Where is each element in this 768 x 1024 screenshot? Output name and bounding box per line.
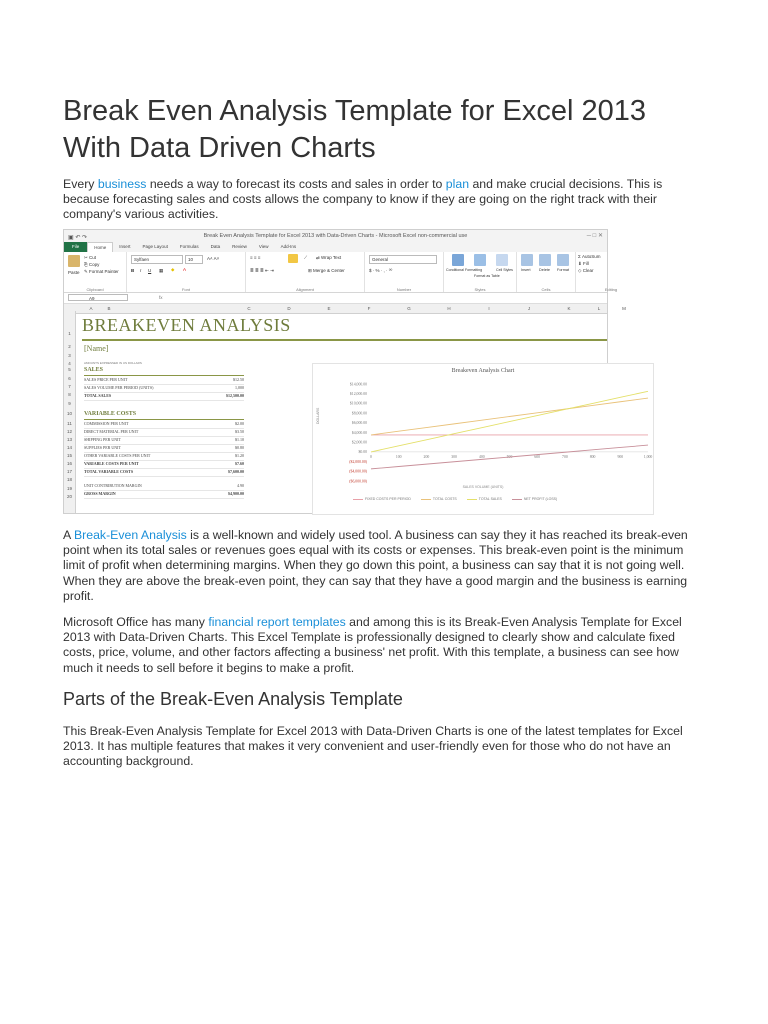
sheet-row (84, 468, 244, 477)
paste-button: Paste (68, 270, 80, 275)
sheet-row (84, 490, 244, 499)
sheet-row-label: TOTAL SALES (84, 393, 112, 398)
format-painter-button: ✎ Format Painter (84, 269, 119, 274)
format-button: Format (557, 268, 570, 272)
font-label: Font (181, 287, 190, 292)
format-table-icon (474, 254, 486, 266)
bold-icon: B (131, 268, 135, 273)
alignment-group (246, 252, 365, 292)
sheet-row-label: SALES VOLUME PER PERIOD (UNITS) (84, 385, 154, 390)
column-header: C (247, 306, 251, 311)
intro-text-1: Every (63, 177, 98, 191)
y-tick-label: $4,000.00 (351, 430, 367, 435)
legend-item (512, 497, 557, 501)
legend-item (467, 497, 502, 501)
sheet-name-field: [Name] (84, 344, 109, 353)
para2-text-2: is a well-known and widely used tool. A business can say they it has reached its break-even point when its total sales or revenues goes equal with its costs or expenses. This break-even point is the minimum limit of profit when determining margins. When they go down this point, a business can say that it is not going well. When they are above the break-even point, they can say that they have a good margin and the business is earning profit. (63, 528, 688, 603)
column-header: G (407, 306, 411, 311)
format-as-table-button: Format as Table (474, 274, 500, 278)
font-group (127, 252, 246, 292)
legend-label: NET PROFIT (LOSS) (523, 497, 558, 501)
microsoft-office-paragraph (63, 615, 708, 676)
insert-button: Insert (521, 268, 531, 272)
row-header: 15 (66, 453, 72, 458)
delete-button: Delete (539, 268, 550, 272)
ribbon-tab-view: View (258, 244, 269, 249)
row-header: 2 (68, 344, 71, 349)
x-tick-label: 800 (589, 454, 596, 459)
sheet-row-label: UNIT CONTRIBUTION MARGIN (84, 483, 142, 488)
column-header: B (107, 306, 111, 311)
ribbon-tab-add-ins: Add-Ins (280, 244, 297, 249)
styles-label: Styles (474, 287, 486, 292)
ribbon-tab-home: Home (87, 242, 113, 252)
x-tick-label: 0 (370, 454, 372, 459)
y-tick-label: $10,000.00 (349, 401, 367, 406)
ribbon (64, 252, 618, 293)
series-line-total-sales (371, 391, 648, 452)
y-tick-label: $8,000.00 (351, 411, 367, 416)
para2-text-1: A (63, 528, 74, 542)
quick-access-icon: ▣ ↶ ↷ (68, 235, 88, 241)
format-cells-icon (557, 254, 569, 266)
editing-group (576, 252, 646, 292)
variable-costs-header: VARIABLE COSTS (84, 411, 137, 417)
cells-label: Cells (541, 287, 551, 292)
fill-color-icon: ◆ (171, 267, 175, 272)
sheet-row-value: $3.50 (235, 429, 244, 434)
conditional-formatting-button: Conditional Formatting (446, 268, 483, 272)
y-tick-label: $2,000.00 (351, 440, 367, 445)
autosum-button: Σ AutoSum (578, 254, 601, 259)
column-header: E (327, 306, 331, 311)
series-line-total-costs (371, 398, 648, 435)
sales-header: SALES (84, 367, 104, 373)
excel-screenshot (63, 229, 653, 514)
x-tick-label: 500 (506, 454, 513, 459)
sheet-row-value: 4.90 (237, 483, 244, 488)
row-header: 7 (68, 384, 71, 389)
row-header: 14 (66, 445, 72, 450)
intro-paragraph (63, 177, 708, 223)
cells-group (517, 252, 576, 292)
font-size-box: 10 (185, 255, 203, 264)
clipboard-group (64, 252, 127, 292)
border-icon: ▦ (159, 268, 164, 273)
chart-legend (353, 497, 557, 501)
legend-label: FIXED COSTS PER PERIOD (365, 497, 411, 501)
row-header: 16 (66, 461, 72, 466)
parts-paragraph: This Break-Even Analysis Template for Excel 2013 with Data-Driven Charts is one of the latest templates for Excel 2013. It has multiple features that makes it very convenient and user-friendly even for those who do not have an accounting background. (63, 724, 683, 769)
sheet-row-label: SUPPLIES PER UNIT (84, 445, 121, 450)
ribbon-tab-insert: Insert (119, 244, 131, 249)
row-header: 10 (66, 411, 72, 416)
legend-item (353, 497, 411, 501)
fill-button: ⬇ Fill (578, 261, 589, 266)
row-header: 11 (67, 421, 72, 426)
worksheet (76, 311, 653, 513)
x-tick-label: 700 (562, 454, 568, 459)
y-tick-label: $14,000.00 (349, 382, 367, 387)
row-header: 1 (68, 331, 71, 336)
sheet-row-label: OTHER VARIABLE COSTS PER UNIT (84, 453, 151, 458)
sheet-row-value: $4,900.00 (228, 491, 244, 496)
italic-icon: I (140, 268, 142, 273)
sheet-row-label: SHIPPING PER UNIT (84, 437, 121, 442)
excel-title-bar (64, 230, 607, 242)
styles-group (444, 252, 517, 292)
column-header: D (287, 306, 291, 311)
cell-styles-button: Cell Styles (496, 268, 513, 272)
article-title: Break Even Analysis Template for Excel 2013 With Data Driven Charts (63, 95, 647, 164)
plan-link[interactable]: plan (445, 177, 470, 191)
legend-swatch (467, 499, 477, 500)
sheet-row-value: $1.20 (235, 453, 244, 458)
legend-label: TOTAL COSTS (432, 497, 457, 501)
column-header: I (488, 306, 490, 311)
font-name-box: Sylfaen (131, 255, 183, 264)
business-link[interactable]: business (97, 177, 147, 191)
series-line-net-profit-loss- (371, 445, 648, 469)
column-header: A (89, 306, 93, 311)
alignment-label: Alignment (296, 287, 314, 292)
chart-ylabel: DOLLARS (316, 407, 320, 424)
row-header: 18 (66, 477, 72, 482)
number-format-box: General (369, 255, 437, 264)
y-tick-label: ($4,000.00) (349, 469, 367, 474)
intro-text-3: and make crucial decisions. This is because forecasting sales and costs allows the company to know if they are going on the right track with their company's various activities. (63, 177, 663, 222)
align-left-icon: ≣ ≣ ≣ ⇤ ⇥ (250, 268, 274, 273)
x-tick-label: 600 (534, 454, 541, 459)
column-header: M (622, 306, 626, 311)
clipboard-label: Clipboard (86, 287, 104, 292)
title-rule (82, 339, 607, 341)
font-grow-icon: A˄ A˅ (207, 256, 220, 261)
x-tick-label: 100 (395, 454, 402, 459)
legend-swatch (421, 499, 431, 500)
sheet-row (84, 392, 244, 401)
sheet-row-value: $2.00 (235, 421, 244, 426)
sheet-title: BREAKEVEN ANALYSIS (82, 315, 291, 335)
para3-text-1: Microsoft Office has many (63, 615, 209, 629)
column-header: H (447, 306, 451, 311)
paste-icon (68, 255, 80, 267)
x-tick-label: 900 (617, 454, 624, 459)
break-even-analysis-link[interactable]: Break-Even Analysis (73, 528, 187, 542)
ribbon-tab-review: Review (232, 244, 247, 249)
ribbon-tab-page-layout: Page Layout (142, 244, 168, 249)
sheet-row-label: GROSS MARGIN (84, 491, 116, 496)
highlight-icon (288, 254, 298, 263)
y-tick-label: $12,000.00 (349, 392, 367, 396)
column-header: L (597, 306, 601, 311)
font-color-icon: A (183, 267, 187, 272)
row-header: 4 (68, 361, 71, 366)
row-header: 6 (68, 376, 71, 381)
row-header: 9 (68, 401, 71, 406)
name-box: A9 (68, 294, 128, 301)
parts-heading: Parts of the Break-Even Analysis Template (63, 689, 403, 709)
x-tick-label: 400 (478, 454, 485, 459)
y-tick-label: ($6,000.00) (349, 479, 367, 484)
sheet-row-value: $0.80 (235, 445, 244, 450)
fx-icon: fx (159, 295, 163, 300)
window-controls-icon: ─ □ ✕ (586, 233, 603, 239)
amounts-note: AMOUNTS EXPRESSED IN US DOLLARS (84, 361, 142, 365)
sheet-row-label: SALES PRICE PER UNIT (84, 377, 128, 382)
row-header: 12 (66, 429, 72, 434)
row-header: 13 (66, 437, 72, 442)
column-header: J (527, 306, 531, 311)
sheet-row-value: $7.60 (235, 461, 244, 466)
formula-bar (64, 293, 607, 304)
chart-xlabel: SALES VOLUME (UNITS) (462, 485, 504, 489)
wrap-text-button: ⇌ Wrap Text (316, 255, 342, 260)
y-tick-label: $0.00 (358, 450, 367, 455)
legend-item (421, 497, 457, 501)
legend-swatch (512, 499, 522, 500)
clear-button: ◇ Clear (578, 268, 594, 273)
sheet-row-label: COMMISSION PER UNIT (84, 421, 129, 426)
number-label: Number (396, 287, 412, 292)
sheet-row-value: $12,500.00 (226, 393, 244, 398)
cell-styles-icon (496, 254, 508, 266)
align-top-icon: ≡ ≡ ≡ (250, 255, 261, 260)
break-even-paragraph (63, 528, 708, 604)
row-headers (64, 311, 76, 513)
x-tick-label: 1,000 (643, 454, 653, 459)
row-header: 8 (68, 392, 71, 397)
sheet-row-value: $7,600.00 (228, 469, 244, 474)
editing-label: Editing (604, 287, 618, 292)
underline-icon: U (148, 268, 152, 273)
delete-cells-icon (539, 254, 551, 266)
chart-title: Breakeven Analysis Chart (451, 368, 515, 374)
conditional-formatting-icon (452, 254, 464, 266)
ribbon-tab-data: Data (210, 244, 221, 249)
legend-swatch (353, 499, 363, 500)
row-header: 5 (68, 367, 71, 372)
sheet-row-value: 1,000 (235, 385, 244, 390)
chart-plot (313, 364, 653, 514)
column-header: K (567, 306, 571, 311)
sheet-row-label: TOTAL VARIABLE COSTS (84, 469, 134, 474)
number-group (365, 252, 444, 292)
breakeven-chart (312, 363, 654, 515)
copy-button: ⎘ Copy (84, 262, 100, 267)
orientation-icon: ⟋ (304, 255, 308, 260)
x-tick-label: 300 (451, 454, 457, 459)
merge-center-button: ⊞ Merge & Center (308, 268, 345, 273)
excel-window-title: Break Even Analysis Template for Excel 2013 with Data-Driven Charts - Microsoft Excel non-commercial use (203, 233, 468, 239)
sheet-row-value: $12.50 (233, 377, 244, 382)
row-header: 17 (66, 469, 72, 474)
insert-cells-icon (521, 254, 533, 266)
y-tick-label: ($2,000.00) (349, 459, 367, 464)
x-tick-label: 200 (423, 454, 430, 459)
intro-text-2: needs a way to forecast its costs and sales in order to (146, 177, 446, 191)
y-tick-label: $6,000.00 (351, 421, 367, 426)
currency-icon: $ · % · , · ⁰⁰ (369, 268, 393, 273)
ribbon-tab-formulas: Formulas (179, 244, 199, 249)
row-header: 3 (68, 353, 71, 358)
sheet-row-value: $1.10 (235, 437, 244, 442)
financial-report-templates-link[interactable]: financial report templates (208, 615, 346, 629)
sheet-row-label: DIRECT MATERIAL PER UNIT (84, 429, 139, 434)
para3-text-2: and among this is its Break-Even Analysis Template for Excel 2013 with Data-Driven Charts. This Excel Template is professionally designed to clearly show and calculate fixed costs, price, volume, and other factors affecting a business' net profit. With this template, a business can see how much it needs to sell before it begins to make a profit. (63, 615, 682, 675)
legend-label: TOTAL SALES (478, 497, 502, 501)
row-header: 20 (66, 494, 72, 499)
sheet-row-label: VARIABLE COSTS PER UNIT (84, 461, 139, 466)
ribbon-tab-file: File (64, 242, 87, 252)
ribbon-tabs (64, 242, 607, 252)
column-header: F (367, 306, 371, 311)
cut-button: ✂ Cut (84, 255, 97, 260)
row-header: 19 (66, 486, 72, 491)
